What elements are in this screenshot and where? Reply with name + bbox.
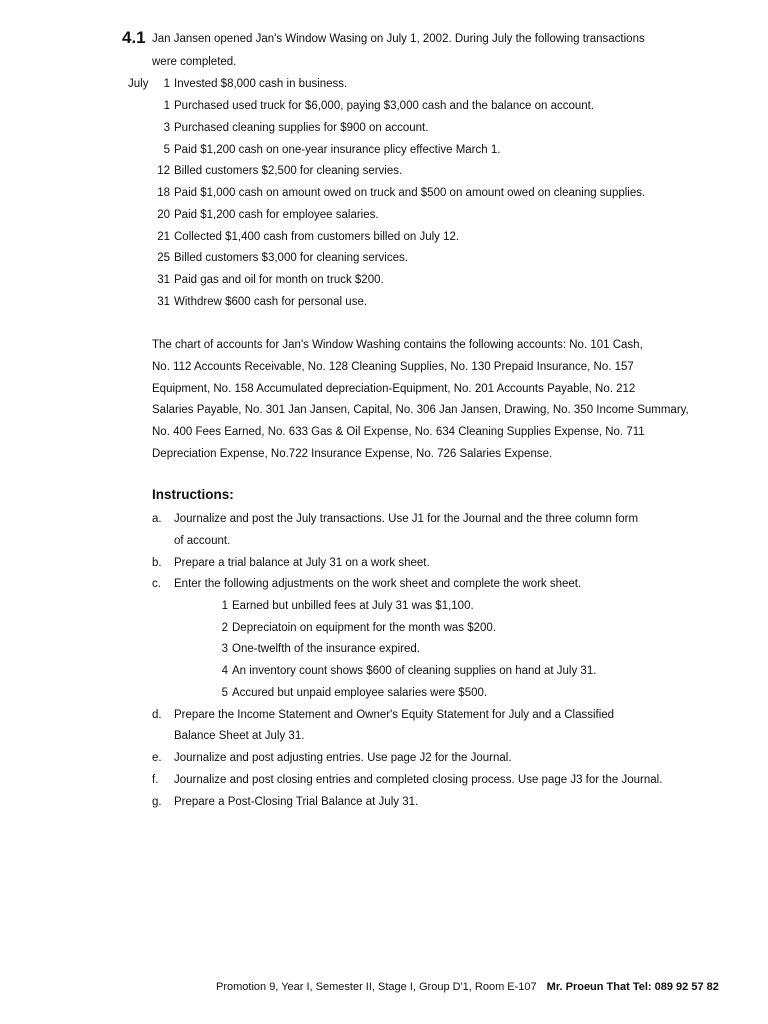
instruction-text: Prepare a trial balance at July 31 on a work sheet. — [174, 557, 430, 569]
adjustment-text: Earned but unbilled fees at July 31 was $1,100. — [232, 600, 474, 612]
transaction-item — [140, 186, 645, 200]
transaction-item — [140, 251, 408, 265]
transaction-text: Paid gas and oil for month on truck $200. — [174, 274, 384, 286]
transaction-text: Invested $8,000 cash in business. — [174, 78, 348, 90]
transaction-day: 25 — [157, 252, 170, 264]
instruction-text: Journalize and post closing entries and completed closing process. Use page J3 for the Journal. — [174, 774, 663, 786]
adjustment-text: Accured but unpaid employee salaries were $500. — [232, 687, 488, 699]
chart-of-accounts-line: The chart of accounts for Jan's Window Washing contains the following accounts: No. 101 Cash, — [152, 339, 643, 351]
transaction-text: Purchased cleaning supplies for $900 on account. — [174, 122, 429, 134]
instruction-letter: a. — [152, 513, 162, 525]
adjustment-item — [212, 686, 487, 700]
problem-intro-line-1: Jan Jansen opened Jan's Window Wasing on July 1, 2002. During July the following transactions — [152, 33, 645, 45]
chart-of-accounts-line: No. 112 Accounts Receivable, No. 128 Cleaning Supplies, No. 130 Prepaid Insurance, No. 157 — [152, 361, 634, 373]
adjustment-number: 5 — [221, 687, 228, 699]
adjustment-item — [212, 599, 474, 613]
instruction-text-continued: of account. — [174, 535, 231, 547]
problem-intro-line-2: were completed. — [152, 56, 237, 68]
adjustment-number: 2 — [221, 622, 228, 634]
chart-of-accounts-line: Equipment, No. 158 Accumulated depreciation-Equipment, No. 201 Accounts Payable, No. 212 — [152, 383, 636, 395]
adjustment-item — [212, 642, 420, 656]
transaction-text: Billed customers $3,000 for cleaning services. — [174, 252, 408, 264]
transaction-day: 3 — [163, 122, 170, 134]
transaction-item — [140, 208, 379, 222]
instructions-heading: Instructions: — [152, 487, 234, 502]
transaction-item — [140, 121, 428, 135]
transaction-item — [140, 99, 594, 113]
adjustment-text: Depreciatoin on equipment for the month was $200. — [232, 622, 497, 634]
transaction-day: 5 — [163, 144, 170, 156]
transaction-day: 31 — [157, 296, 170, 308]
transaction-day: 20 — [157, 209, 170, 221]
problem-number: 4.1 — [122, 28, 146, 47]
instruction-letter: c. — [152, 578, 161, 590]
transaction-item — [140, 295, 367, 309]
transaction-item — [140, 273, 384, 287]
instruction-letter: d. — [152, 709, 162, 721]
transaction-text: Paid $1,000 cash on amount owed on truck and $500 on amount owed on cleaning supplies. — [174, 187, 646, 199]
instruction-item-f — [152, 773, 662, 787]
instruction-letter: e. — [152, 752, 162, 764]
transaction-item — [140, 230, 459, 244]
adjustment-number: 4 — [221, 665, 228, 677]
footer-course-info: Promotion 9, Year I, Semester II, Stage I, Group D'1, Room E-107 — [216, 981, 537, 993]
instruction-letter: f. — [152, 774, 159, 786]
instruction-text: Prepare a Post-Closing Trial Balance at July 31. — [174, 796, 419, 808]
instruction-item-e — [152, 751, 512, 765]
adjustment-text: One-twelfth of the insurance expired. — [232, 643, 420, 655]
transaction-item — [140, 164, 402, 178]
adjustment-item — [212, 621, 496, 635]
adjustment-item — [212, 664, 596, 678]
instruction-text-continued: Balance Sheet at July 31. — [174, 730, 305, 742]
transaction-text: Collected $1,400 cash from customers billed on July 12. — [174, 231, 460, 243]
instruction-item-c — [152, 577, 581, 591]
transaction-day: 1 — [163, 78, 170, 90]
chart-of-accounts-line: No. 400 Fees Earned, No. 633 Gas & Oil Expense, No. 634 Cleaning Supplies Expense, No. 711 — [152, 426, 645, 438]
transaction-text: Withdrew $600 cash for personal use. — [174, 296, 368, 308]
transaction-day: 18 — [157, 187, 170, 199]
transaction-day: 1 — [163, 100, 170, 112]
instruction-text: Enter the following adjustments on the work sheet and complete the work sheet. — [174, 578, 582, 590]
transaction-day: 31 — [157, 274, 170, 286]
transaction-item — [140, 143, 500, 157]
page-footer — [216, 980, 719, 994]
transaction-item — [140, 77, 347, 91]
instruction-text: Journalize and post the July transactions. Use J1 for the Journal and the three column form — [174, 513, 639, 525]
instruction-item-g — [152, 795, 418, 809]
adjustment-number: 3 — [221, 643, 228, 655]
transaction-text: Paid $1,200 cash for employee salaries. — [174, 209, 379, 221]
chart-of-accounts-line: Depreciation Expense, No.722 Insurance Expense, No. 726 Salaries Expense. — [152, 448, 553, 460]
transaction-day: 21 — [157, 231, 170, 243]
adjustment-text: An inventory count shows $600 of cleaning supplies on hand at July 31. — [232, 665, 597, 677]
footer-teacher-contact: Mr. Proeun That Tel: 089 92 57 82 — [546, 981, 719, 993]
transaction-text: Paid $1,200 cash on one-year insurance plicy effective March 1. — [174, 144, 501, 156]
transaction-text: Purchased used truck for $6,000, paying $3,000 cash and the balance on account. — [174, 100, 595, 112]
transaction-day: 12 — [157, 165, 170, 177]
transaction-text: Billed customers $2,500 for cleaning servies. — [174, 165, 403, 177]
instruction-text: Prepare the Income Statement and Owner's Equity Statement for July and a Classified — [174, 709, 615, 721]
instruction-letter: b. — [152, 557, 162, 569]
instruction-text: Journalize and post adjusting entries. Use page J2 for the Journal. — [174, 752, 512, 764]
instruction-item-d — [152, 708, 614, 722]
transaction-month: July — [128, 78, 149, 90]
adjustment-number: 1 — [221, 600, 228, 612]
instruction-item-b — [152, 556, 430, 570]
instruction-letter: g. — [152, 796, 162, 808]
chart-of-accounts-line: Salaries Payable, No. 301 Jan Jansen, Capital, No. 306 Jan Jansen, Drawing, No. 350 Income Summary, — [152, 404, 689, 416]
instruction-item-a — [152, 512, 638, 526]
